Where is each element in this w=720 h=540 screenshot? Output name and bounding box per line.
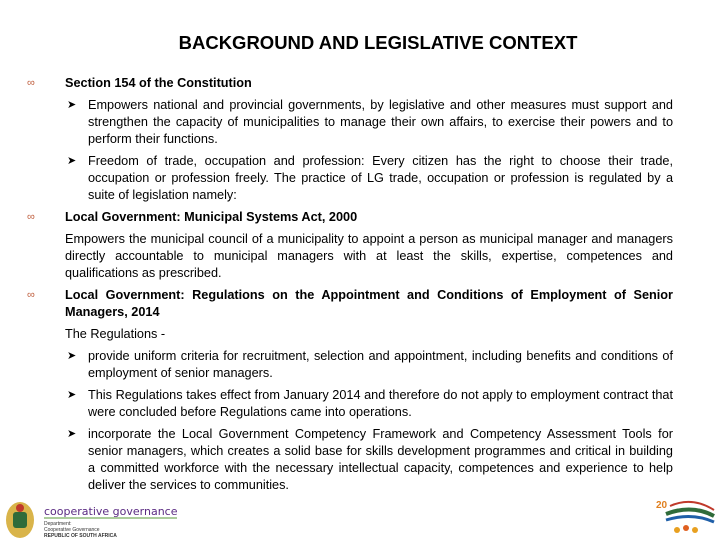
item-text: This Regulations takes effect from January 2014 and therefore do not apply to employment contract that were concluded before Regulations came into operations. [88, 388, 673, 419]
list-item [27, 426, 673, 494]
list-item [27, 153, 673, 204]
bullet-icon: ∞ [27, 77, 35, 89]
list-item [27, 97, 673, 148]
cogta-logo [2, 500, 182, 540]
item-text: incorporate the Local Government Competency Framework and Competency Assessment Tools for senior managers, which creates a solid base for skills development programmes and critical in building a committed workforce with the necessary intellectual capacity, competences and experience to help deliver the services to communities. [88, 427, 673, 492]
paragraph: Empowers the municipal council of a municipality to appoint a person as municipal manager and managers directly accountable to municipal managers with at least the skills, expertise, competences and qualifications as prescribed. [65, 232, 673, 280]
arrow-bullet-icon: ➤ [67, 389, 77, 401]
svg-text:Department:: Department: [44, 521, 72, 527]
heading-text: Section 154 of the Constitution [65, 76, 252, 90]
item-text: Freedom of trade, occupation and profession: Every citizen has the right to choose their trade, occupation or profession freely. The practice of LG trade, occupation or profession is regulated by a suite of legislation namely: [88, 154, 673, 202]
item-text: Empowers national and provincial governments, by legislative and other measures must support and strengthen the capacity of municipalities to manage their own affairs, to exercise their powers and to perform their functions. [88, 98, 673, 146]
arrow-bullet-icon: ➤ [67, 99, 77, 111]
slide-content [27, 75, 673, 499]
heading-text: Local Government: Regulations on the Appointment and Conditions of Employment of Senior Managers, 2014 [65, 288, 673, 319]
section-heading [27, 75, 673, 92]
bullet-icon: ∞ [27, 289, 35, 301]
arrow-bullet-icon: ➤ [67, 155, 77, 167]
section-heading [27, 209, 673, 226]
list-item [27, 348, 673, 382]
svg-text:REPUBLIC OF SOUTH AFRICA: REPUBLIC OF SOUTH AFRICA [44, 533, 117, 539]
heading-text: Local Government: Municipal Systems Act, 2000 [65, 210, 358, 224]
arrow-bullet-icon: ➤ [67, 350, 77, 362]
slide-title: BACKGROUND AND LEGISLATIVE CONTEXT [178, 32, 578, 53]
coat-of-arms-icon [2, 500, 182, 540]
item-text: provide uniform criteria for recruitment, selection and appointment, including benefits and conditions of employment of senior managers. [88, 349, 673, 380]
svg-text:cooperative governance: cooperative governance [44, 505, 178, 518]
svg-text:Cooperative Governance: Cooperative Governance [44, 527, 100, 533]
list-item [27, 387, 673, 421]
anniversary-emblem-icon [652, 494, 718, 540]
20-years-freedom-logo [652, 494, 718, 540]
section-heading [27, 287, 673, 321]
bullet-icon: ∞ [27, 211, 35, 223]
svg-text:20: 20 [656, 500, 668, 511]
paragraph: The Regulations - [65, 327, 166, 341]
arrow-bullet-icon: ➤ [67, 428, 77, 440]
